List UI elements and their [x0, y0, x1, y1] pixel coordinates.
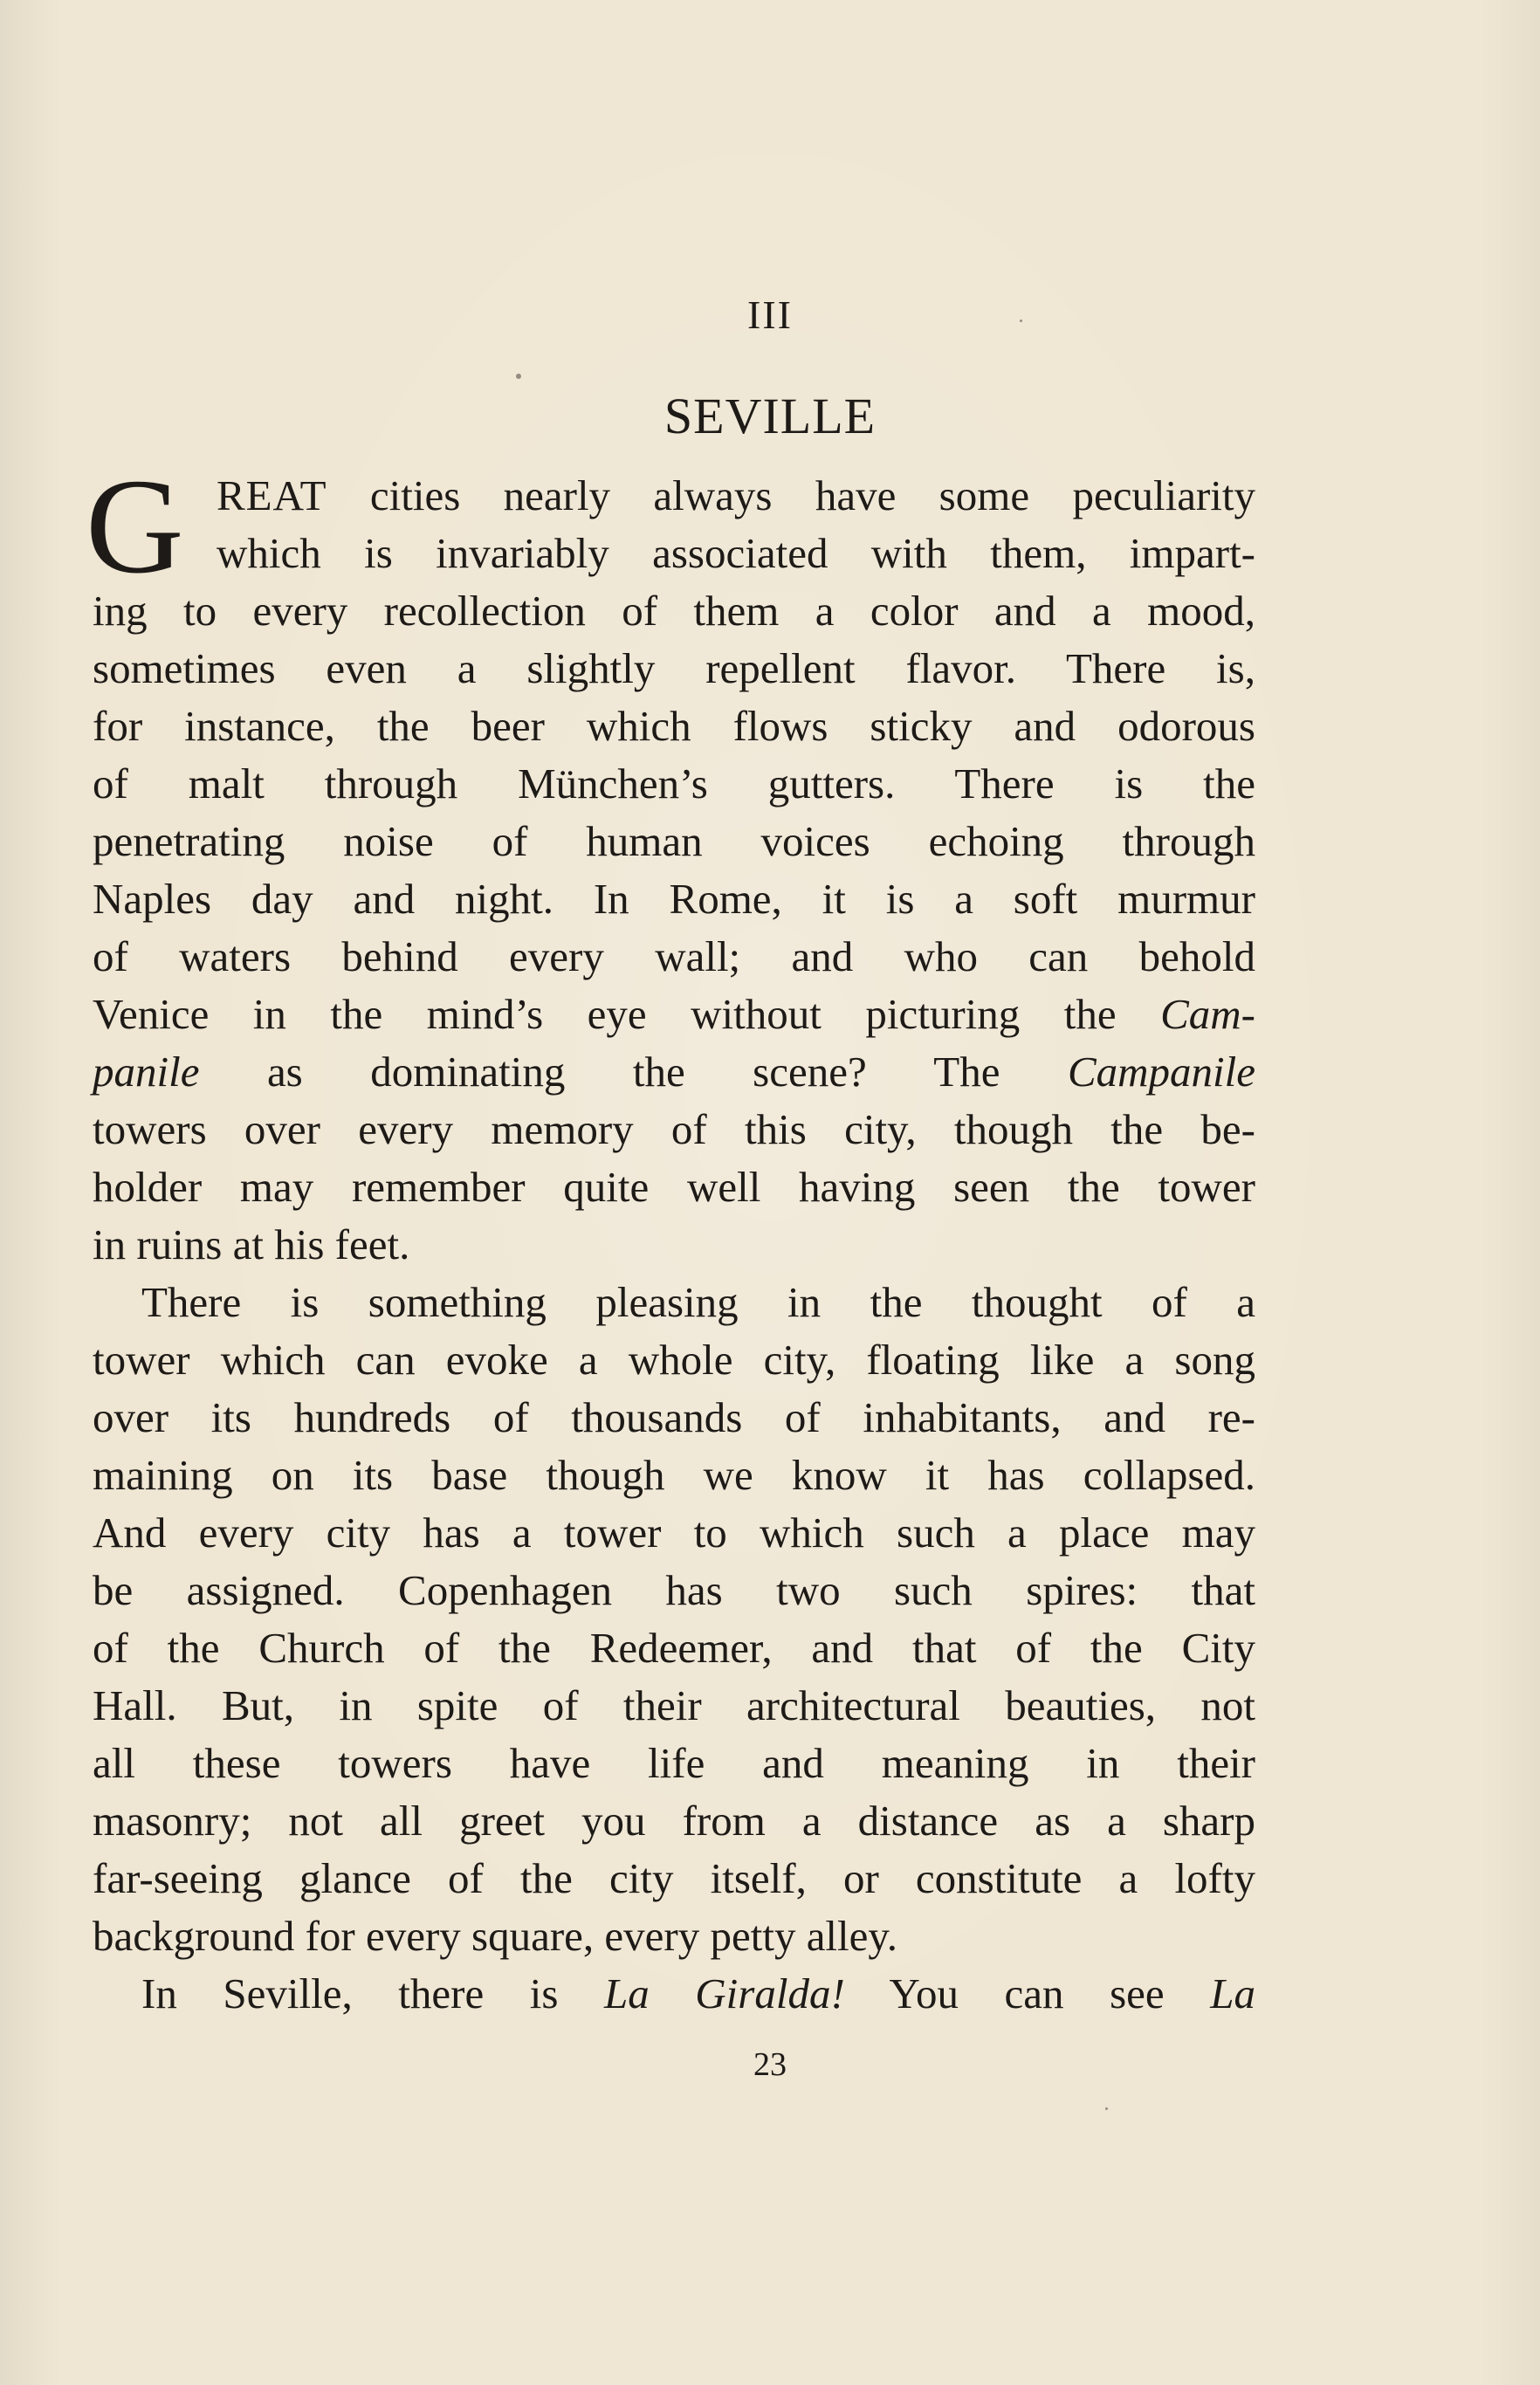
text-line: in ruins at his feet.	[93, 1220, 410, 1268]
paper-speck	[1105, 2107, 1108, 2110]
drop-cap: G	[86, 450, 184, 601]
text-span: In Seville, there is	[141, 1969, 604, 2017]
chapter-number: III	[747, 292, 793, 337]
text-line: background for every square, every petty alley.	[93, 1912, 897, 1960]
text-line: masonry; not all greet you from a distance as a sharp	[93, 1797, 1255, 1845]
text-line	[93, 1965, 1255, 2023]
text-line: And every city has a tower to which such a place may	[93, 1509, 1255, 1557]
text-line: ing to every recollection of them a color and a mood,	[93, 587, 1255, 635]
text-span: as dominating the scene? The	[199, 1048, 1068, 1096]
text-line: be assigned. Copenhagen has two such spires: that	[93, 1566, 1255, 1614]
text-line: Hall. But, in spite of their architectural beauties, not	[93, 1681, 1255, 1729]
text-line: of the Church of the Redeemer, and that of the City	[93, 1624, 1255, 1672]
body-text	[86, 450, 1255, 2023]
text-span: Venice in the mind’s eye without picturing the	[93, 990, 1161, 1038]
first-line-text: cities nearly always have some peculiarity	[369, 471, 1255, 519]
italic-text: La Giralda!	[603, 1969, 845, 2017]
italic-text: Campanile	[1067, 1048, 1255, 1096]
text-line: which is invariably associated with them, impart-	[217, 529, 1255, 577]
paper-speck	[516, 374, 521, 379]
italic-text: Cam-	[1160, 990, 1255, 1038]
text-line: tower which can evoke a whole city, floating like a song	[93, 1336, 1255, 1384]
paper-speck	[1020, 320, 1022, 322]
text-line: sometimes even a slightly repellent flavor. There is,	[93, 644, 1255, 692]
text-line: all these towers have life and meaning in their	[93, 1739, 1255, 1787]
text-line: Naples day and night. In Rome, it is a soft murmur	[93, 875, 1255, 923]
italic-text: panile	[93, 1048, 200, 1096]
italic-text: La	[1210, 1969, 1255, 2017]
text-line: far-seeing glance of the city itself, or constitute a lofty	[93, 1854, 1255, 1902]
text-line: of waters behind every wall; and who can behold	[93, 932, 1255, 980]
page-number: 23	[753, 2046, 787, 2083]
text-line	[93, 1043, 1255, 1101]
first-word-smallcaps: REAT	[217, 471, 327, 519]
text-line: holder may remember quite well having seen the tower	[93, 1163, 1255, 1211]
text-line: penetrating noise of human voices echoing through	[93, 817, 1255, 865]
text-line: over its hundreds of thousands of inhabitants, and re-	[93, 1393, 1255, 1441]
text-line	[93, 986, 1255, 1043]
text-line: towers over every memory of this city, though the be-	[93, 1105, 1255, 1153]
text-span: You can see	[844, 1969, 1211, 2017]
text-line: maining on its base though we know it has collapsed.	[93, 1451, 1255, 1499]
text-line: There is something pleasing in the thought of a	[141, 1278, 1255, 1326]
text-line: of malt through München’s gutters. There is the	[93, 759, 1255, 808]
text-line: for instance, the beer which flows sticky and odorous	[93, 702, 1255, 750]
chapter-title: SEVILLE	[663, 388, 877, 444]
